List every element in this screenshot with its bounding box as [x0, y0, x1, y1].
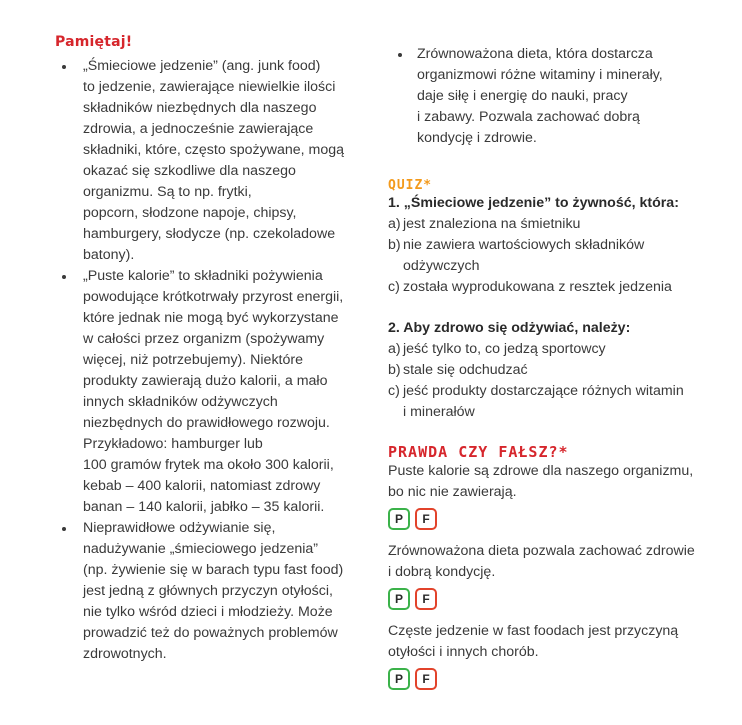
bullet-dot [62, 275, 66, 279]
bullet-dot [398, 53, 402, 57]
question-text: 1. „Śmieciowe jedzenie” to żywność, która: [388, 195, 679, 211]
true-button[interactable]: P [388, 588, 410, 610]
tf-statement: Puste kalorie są zdrowe dla naszego organizmu, bo nic nie zawierają. [388, 463, 694, 500]
false-button[interactable]: F [415, 508, 437, 530]
tf-item-2 [388, 541, 728, 610]
quiz-question-2 [388, 318, 728, 423]
bullet-junk-food: „Śmieciowe jedzenie” (ang. junk food) to jedzenie, zawierające niewielkie ilości składników niezbędnych dla naszego zdrowia, a jednocześnie zawierające składniki, które, często spożywane, mogą okazać się szkodliwe dla naszego organizmu. Są to np. frytki, popcorn, słodzone napoje, chipsy, hamburgery, słodycze (np. czekoladowe batony). [55, 56, 355, 266]
tf-statement: Częste jedzenie w fast foodach jest przyczyną otyłości i innych chorób. [388, 623, 679, 660]
quiz-question-1 [388, 193, 728, 298]
answer-option: c) została wyprodukowana z resztek jedzenia [388, 279, 672, 295]
answer-option: c) jeść produkty dostarczające różnych witamin i minerałów [388, 383, 684, 420]
true-false-title: PRAWDA CZY FAŁSZ?* [388, 443, 569, 461]
remember-heading: Pamiętaj! [55, 34, 133, 50]
answer-option: a) jest znaleziona na śmietniku [388, 216, 581, 232]
answer-option: a) jeść tylko to, co jedzą sportowcy [388, 341, 606, 357]
right-bullet-list [388, 44, 728, 149]
answer-option: b) stale się odchudzać [388, 362, 528, 378]
tf-item-1 [388, 461, 728, 530]
tf-answer-group [388, 588, 728, 610]
false-button[interactable]: F [415, 588, 437, 610]
tf-item-3 [388, 621, 728, 690]
false-button[interactable]: F [415, 668, 437, 690]
right-column [388, 44, 728, 701]
answer-option: b) nie zawiera wartościowych składników odżywczych [388, 237, 645, 274]
true-button[interactable]: P [388, 508, 410, 530]
tf-answer-group [388, 508, 728, 530]
bullet-bad-nutrition: Nieprawidłowe odżywianie się, nadużywanie „śmieciowego jedzenia” (np. żywienie się w barach typu fast food) jest jedną z głównych przyczyn otyłości, nie tylko wśród dzieci i młodzieży. Może prowadzić też do poważnych problemów zdrowotnych. [55, 518, 355, 665]
left-bullet-list [55, 56, 355, 665]
left-column [55, 34, 355, 665]
tf-answer-group [388, 668, 728, 690]
quiz-title: QUIZ* [388, 178, 433, 193]
bullet-empty-calories: „Puste kalorie” to składniki pożywienia powodujące krótkotrwały przyrost energii, które jednak nie mogą być wykorzystane w całości przez organizm (spożywamy więcej, niż potrzebujemy). Niektóre produkty zawierają dużo kalorii, a mało innych składników odżywczych niezbędnych do prawidłowego rozwoju. Przykładowo: hamburger lub 100 gramów frytek ma około 300 kalorii, kebab – 400 kalorii, natomiast zdrowy banan – 140 kalorii, jabłko – 35 kalorii. [55, 266, 355, 518]
question-text: 2. Aby zdrowo się odżywiać, należy: [388, 320, 631, 336]
tf-statement: Zrównoważona dieta pozwala zachować zdrowie i dobrą kondycję. [388, 543, 695, 580]
bullet-dot [62, 65, 66, 69]
bullet-balanced-diet: Zrównoważona dieta, która dostarcza organizmowi różne witaminy i minerały, daje siłę i energię do nauki, pracy i zabawy. Pozwala zachować dobrą kondycję i zdrowie. [388, 44, 728, 149]
bullet-dot [62, 527, 66, 531]
true-button[interactable]: P [388, 668, 410, 690]
